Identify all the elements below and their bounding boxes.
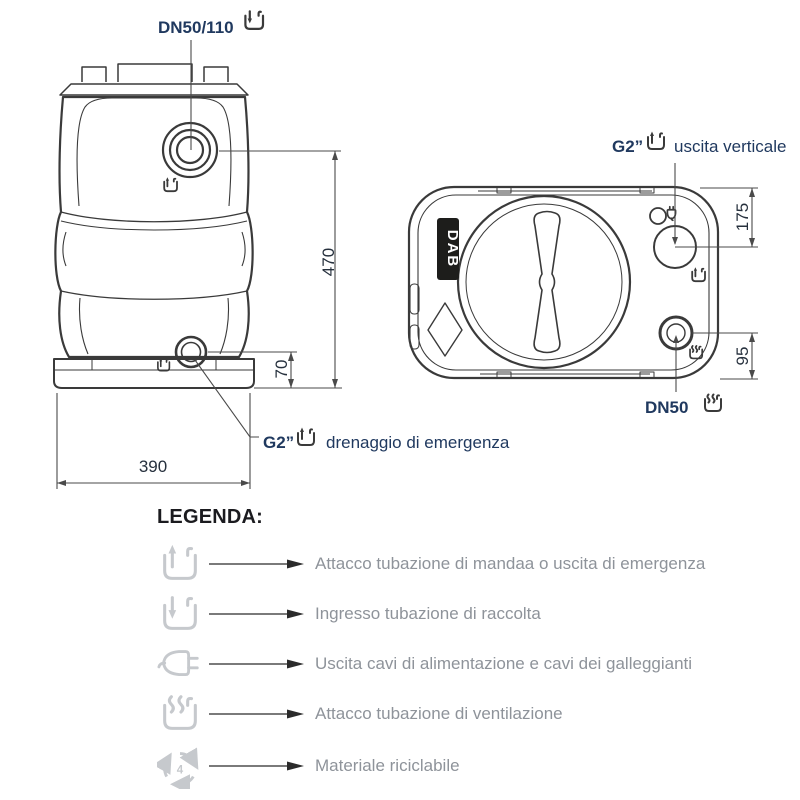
outlet-up-icon (298, 428, 314, 446)
plan-view (409, 187, 718, 378)
legend-label: Uscita cavi di alimentazione e cavi dei galleggianti (315, 654, 693, 673)
drain-leader-line (195, 360, 259, 437)
legend-arrow-icon (207, 606, 305, 622)
tank-base (54, 359, 254, 388)
plug-mark-icon (667, 207, 675, 221)
dim-vent-offset: 95 (733, 346, 752, 366)
legend-arrow-icon (207, 656, 305, 672)
inlet-down-icon (245, 11, 263, 29)
legend-arrow-icon (207, 758, 305, 774)
front-view-dimensions (57, 40, 342, 489)
pipe-outlet-up-icon (157, 541, 203, 587)
tank-lid (60, 84, 248, 95)
outlet-up-icon-2 (648, 132, 664, 150)
tank-lid-tabs (82, 64, 228, 82)
legend-row (157, 589, 717, 639)
legend-row (157, 689, 717, 739)
legend-label: Ingresso tubazione di raccolta (315, 604, 541, 623)
legend-row (157, 639, 717, 689)
recycle-number: 4 (176, 764, 184, 777)
vent-icon-small (705, 395, 721, 412)
front-view (54, 64, 254, 388)
legend-arrow-icon (207, 706, 305, 722)
legend-row (157, 539, 717, 589)
outlet-mark-icon (692, 267, 705, 281)
dim-drain-height: 70 (272, 359, 291, 379)
drain-port (176, 337, 206, 367)
dim-height: 470 (319, 247, 338, 277)
brand-logo: DAB (444, 229, 461, 269)
legend-arrow-icon (207, 556, 305, 572)
legend-label: Materiale riciclabile (315, 756, 460, 775)
power-plug-icon (157, 641, 203, 687)
cable-gland (650, 208, 666, 224)
lid-circle (458, 196, 630, 368)
lid-handle (534, 212, 560, 353)
drain-label: drenaggio di emergenza (326, 433, 510, 452)
legend-title: LEGENDA: (157, 506, 264, 528)
outlet-thread-label: G2” (612, 137, 644, 156)
diamond-detail (428, 303, 462, 356)
legend (157, 506, 717, 793)
dim-width: 390 (138, 457, 168, 476)
outlet-label: uscita verticale (674, 137, 787, 156)
legend-row (157, 739, 717, 793)
top-port-label: DN50/110 (158, 18, 234, 37)
pipe-vent-icon (157, 691, 203, 737)
recycle-icon (157, 743, 203, 789)
molded-outlet-icon (164, 177, 177, 191)
tank-body-outline (55, 97, 252, 357)
pipe-inlet-down-icon (157, 591, 203, 637)
dim-outlet-offset: 175 (733, 202, 752, 232)
legend-label: Attacco tubazione di ventilazione (315, 704, 563, 723)
legend-label: Attacco tubazione di mandaa o uscita di emergenza (315, 554, 706, 573)
drain-thread-label: G2” (263, 433, 295, 452)
vent-label: DN50 (645, 398, 689, 417)
inlet-port (163, 123, 217, 177)
